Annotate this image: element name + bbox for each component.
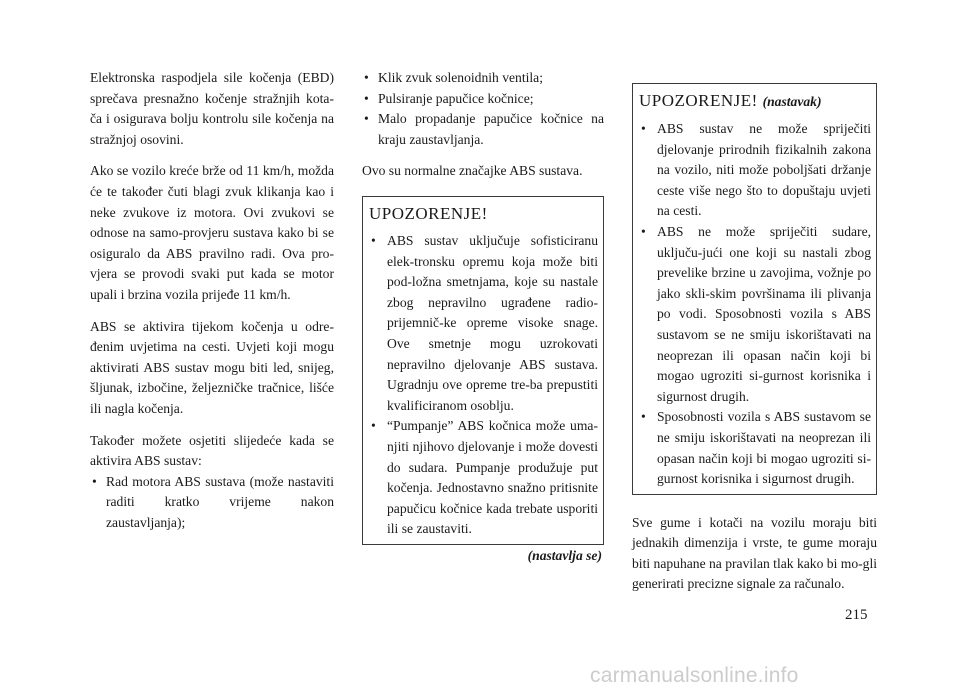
list-item: • Pulsiranje papučice kočnice; <box>362 89 604 110</box>
warning-title: UPOZORENJE! <box>369 203 488 223</box>
warning-box-continued <box>632 83 877 495</box>
page-number: 215 <box>845 607 868 623</box>
left-column <box>90 68 334 533</box>
right-column <box>632 68 877 595</box>
warning-title-continued <box>639 88 871 115</box>
paragraph-abs-feel: Također možete osjetiti slijedeće kada se aktivira ABS sustav: <box>90 432 334 469</box>
list-item: • Klik zvuk solenoidnih ventila; <box>362 68 604 89</box>
list-item: • ABS sustav ne može spriječiti djelovanje prirodnih fizikalnih zakona na vozilo, niti može poboljšati držanje ceste više nego što to dopuštaju uvjeti na cesti. <box>639 119 871 222</box>
warning-title-text: UPOZORENJE! <box>639 91 758 110</box>
warning-bullet-list <box>369 231 598 540</box>
warning-bullet-list <box>639 119 871 490</box>
watermark-text: carmanualsonline.info <box>590 664 799 687</box>
list-item: • Malo propadanje papučice kočnice na kraju zaustavljanja. <box>362 109 604 150</box>
paragraph-tyres: Sve gume i kotači na vozilu moraju biti jednakih dimenzija i vrste, te gume moraju biti napuhane na pravilan tlak kako bi mo-gli generirati precizne signale za računalo. <box>632 514 877 592</box>
continued-note: (nastavlja se) <box>527 547 602 563</box>
paragraph-self-check: Ako se vozilo kreće brže od 11 km/h, možda će te također čuti blagi zvuk klikanja kao i neke zvukove iz motora. Ovi zvukovi se odnose na samo-provjeru sustava kako bi se osiguralo da ABS pravilno radi. Ova pro-vjera se provodi svaki put kada se motor upali i brzina vozila prijeđe 11 km/h. <box>90 163 334 302</box>
bullet-list-abs-effects-cont <box>362 68 604 150</box>
middle-column <box>362 68 604 566</box>
list-item: • “Pumpanje” ABS kočnica može uma-njiti njihovo djelovanje i može dovesti do sudara. Pumpanje produžuje put kočenja. Jednostavno snažno pritisnite papučicu kočnice kada trebate usporiti ili se zaustaviti. <box>369 416 598 540</box>
paragraph-abs-activation: ABS se aktivira tijekom kočenja u odre-đenim uvjetima na cesti. Uvjeti koji mogu aktivirati ABS sustav mogu biti led, snijeg, šljunak, izbočine, željezničke tračnice, lišće ili nagla kočenja. <box>90 318 334 416</box>
list-item: • Rad motora ABS sustava (može nastaviti raditi kratko vrijeme nakon zaustavljanja); <box>90 472 334 534</box>
list-item: • ABS ne može spriječiti sudare, uključu-jući one koji su nastali zbog prevelike brzine u zavojima, vožnje po jako skli-skim površinama ili plivanja po vodi. Sposobnosti vozila s ABS sustavom se ne smiju iskorištavati na neoprezan ili opasan način koji bi mogao ugroziti si-gurnost korisnika i sigurnost drugih. <box>639 222 871 407</box>
warning-box <box>362 196 604 545</box>
warning-title-suffix: (nastavak) <box>762 94 822 109</box>
paragraph-normal-features: Ovo su normalne značajke ABS sustava. <box>362 163 583 179</box>
paragraph-ebd: Elektronska raspodjela sile kočenja (EBD) sprečava presnažno kočenje stražnjih kota-ča i osigurava bolju kontrolu sile kočenja na stražnjoj osovini. <box>90 70 334 147</box>
list-item: • ABS sustav uključuje sofisticiranu elek-tronsku opremu koja može biti pod-ložna smetnjama, koje su nastale zbog nepravilno ugrađene radio-prijemnič-ke opreme visoke snage. Ove smetnje mogu uzrokovati nepravilno djelovanje ABS sustava. Ugradnju ove opreme tre-ba prepustiti kvalificiranom osoblju. <box>369 231 598 416</box>
bullet-list-abs-effects <box>90 472 334 534</box>
list-item: • Sposobnosti vozila s ABS sustavom se ne smiju iskorištavati na neoprezan ili opasan način koji bi mogao ugroziti si-gurnost korisnika i sigurnost drugih. <box>639 407 871 489</box>
